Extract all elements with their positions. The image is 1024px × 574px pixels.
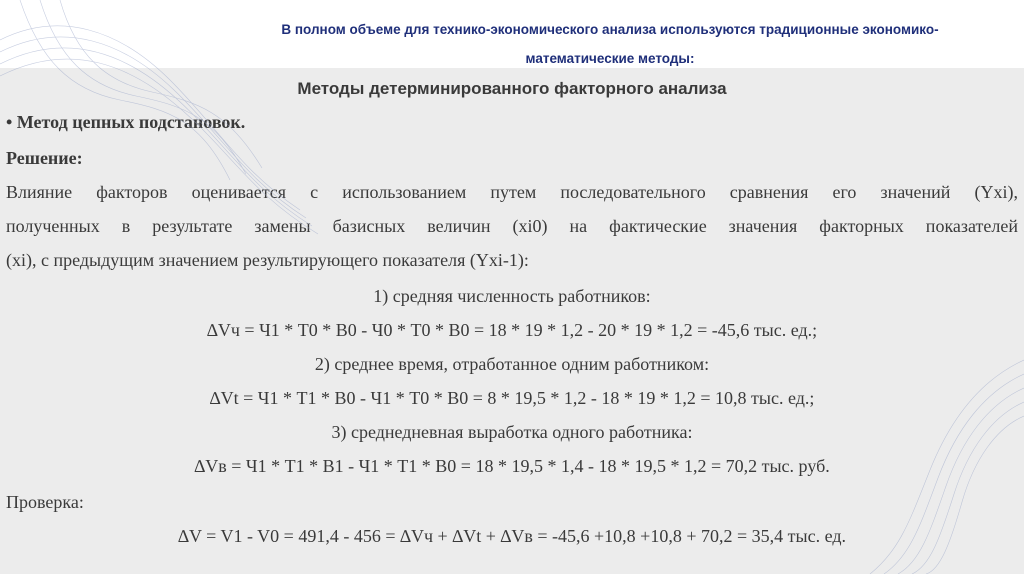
- method-bullet: • Метод цепных подстановок.: [6, 112, 246, 132]
- item-1-caption: 1) средняя численность работников:: [373, 286, 651, 306]
- check-formula: ∆V = V1 - V0 = 491,4 - 456 = ∆Vч + ∆Vt + ∆Vв = -45,6 +10,8 +10,8 + 70,2 = 35,4 тыс. ед.: [178, 526, 846, 546]
- item-1-formula: ∆Vч = Ч1 * Т0 * В0 - Ч0 * Т0 * В0 = 18 * 19 * 1,2 - 20 * 19 * 1,2 = -45,6 тыс. ед.;: [206, 320, 818, 340]
- item-3-formula: ∆Vв = Ч1 * Т1 * В1 - Ч1 * Т1 * В0 = 18 * 19,5 * 1,4 - 18 * 19,5 * 1,2 = 70,2 тыс. руб.: [194, 456, 830, 476]
- check-label: Проверка:: [6, 492, 84, 512]
- paragraph-line-1: Влияние факторов оценивается с использованием путем последовательного сравнения его значений (Yxi),: [6, 182, 1018, 202]
- item-2-caption: 2) среднее время, отработанное одним работником:: [314, 354, 710, 374]
- solution-label: Решение:: [6, 148, 83, 168]
- paragraph-line-3: (xi), с предыдущим значением результирующего показателя (Yxi-1):: [6, 250, 529, 270]
- paragraph-line-2: полученных в результате замены базисных величин (xi0) на фактические значения факторных показателей: [6, 216, 1018, 236]
- content-panel: [0, 68, 1024, 574]
- item-2-formula: ∆Vt = Ч1 * Т1 * В0 - Ч1 * Т0 * В0 = 8 * 19,5 * 1,2 - 18 * 19 * 1,2 = 10,8 тыс. ед.;: [209, 388, 815, 408]
- item-3-caption: 3) среднедневная выработка одного работника:: [331, 422, 693, 442]
- slide-header-line-1: В полном объеме для технико-экономического анализа используются традиционные экономико-: [281, 22, 939, 37]
- section-title: Методы детерминированного факторного анализа: [297, 79, 727, 98]
- slide-header-line-2: математические методы:: [525, 51, 695, 66]
